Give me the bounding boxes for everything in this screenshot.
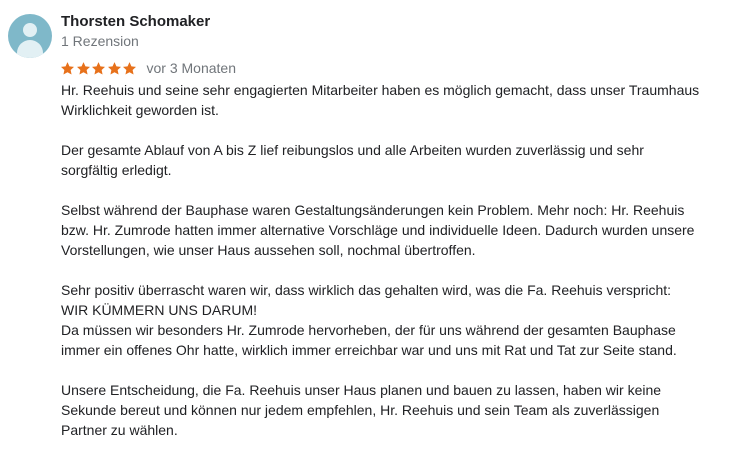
review-text-line: Sehr positiv überrascht waren wir, dass wirklich das gehalten wird, was die Fa. Reehuis verspricht: xyxy=(61,282,672,298)
star-icon xyxy=(122,61,137,76)
star-icon xyxy=(107,61,122,76)
review-paragraph xyxy=(61,380,741,440)
star-icon xyxy=(91,61,106,76)
star-icon xyxy=(76,61,91,76)
review-text-line: immer ein offenes Ohr hatte, wirklich immer erreichbar war und uns mit Rat und Tat zur Seite stand. xyxy=(61,342,677,358)
review-text-line: Unsere Entscheidung, die Fa. Reehuis unser Haus planen und bauen zu lassen, haben wir keine xyxy=(61,382,662,398)
author-name[interactable]: Thorsten Schomaker xyxy=(61,13,211,30)
rating-row xyxy=(60,58,236,78)
star-icon xyxy=(60,61,75,76)
review-text-line: WIR KÜMMERN UNS DARUM! xyxy=(61,302,257,318)
review-text-line: bzw. Hr. Zumrode hatten immer alternative Vorschläge und individuelle Ideen. Dadurch wurden unsere xyxy=(61,222,695,238)
review-paragraph xyxy=(61,140,741,180)
review-text-line: sorgfältig erledigt. xyxy=(61,162,172,178)
review-time: vor 3 Monaten xyxy=(146,60,236,76)
review-text xyxy=(61,80,741,460)
review-text-line: Partner zu wählen. xyxy=(61,422,178,438)
review-count: 1 Rezension xyxy=(61,33,139,49)
review-text-line: Sekunde bereut und können nur jedem empfehlen, Hr. Reehuis und sein Team als zuverlässigen xyxy=(61,402,660,418)
review-text-line: Hr. Reehuis und seine sehr engagierten Mitarbeiter haben es möglich gemacht, dass unser Traumhaus xyxy=(61,82,700,98)
avatar-body-shape xyxy=(17,40,43,58)
avatar[interactable] xyxy=(8,14,52,58)
review-text-line: Da müssen wir besonders Hr. Zumrode hervorheben, der für uns während der gesamten Bauphase xyxy=(61,322,676,338)
avatar-head-shape xyxy=(23,23,37,37)
review-text-line: Der gesamte Ablauf von A bis Z lief reibungslos und alle Arbeiten wurden zuverlässig und sehr xyxy=(61,142,644,158)
review-text-line: Selbst während der Bauphase waren Gestaltungsänderungen kein Problem. Mehr noch: Hr. Reehuis xyxy=(61,202,685,218)
review-paragraph xyxy=(61,80,741,120)
review-text-line: Vorstellungen, wie unser Haus aussehen soll, nochmal übertroffen. xyxy=(61,242,476,258)
review-paragraph xyxy=(61,280,741,360)
review-text-line: Wirklichkeit geworden ist. xyxy=(61,102,219,118)
review-paragraph xyxy=(61,200,741,260)
star-rating xyxy=(60,61,138,76)
